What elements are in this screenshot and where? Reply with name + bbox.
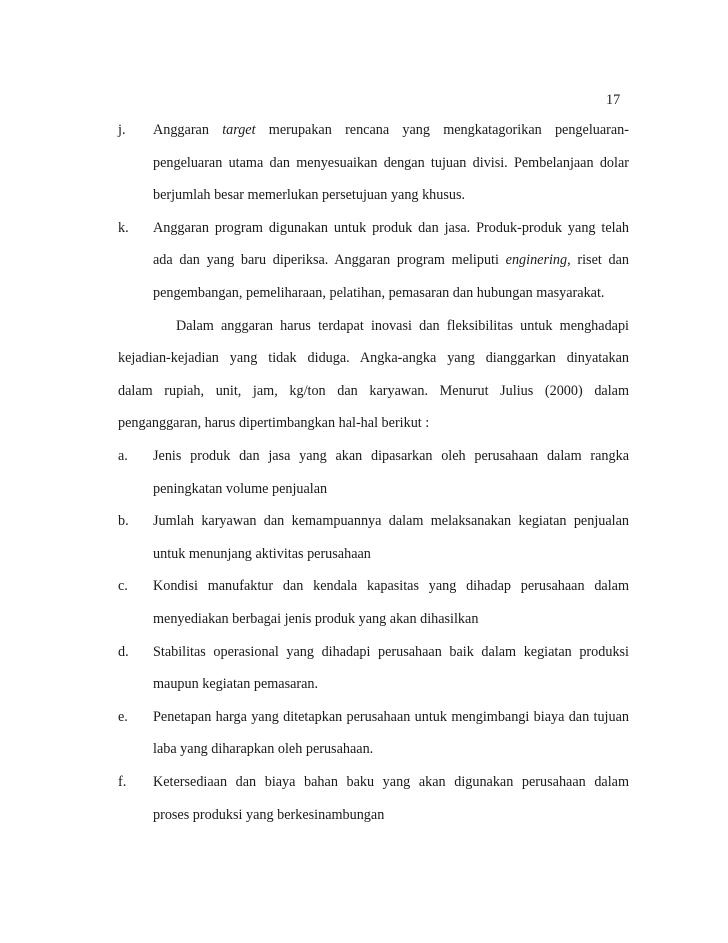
text-run: Kondisi manufaktur dan kendala kapasitas yang dihadap perusahaan dalam — [153, 578, 629, 595]
text-run: , riset dan — [567, 252, 629, 269]
text-run: Penetapan harga yang ditetapkan perusahaan untuk mengimbangi biaya dan tujuan — [153, 708, 629, 725]
italic-term: target — [222, 122, 256, 138]
list-item-line — [153, 546, 629, 563]
list-item-line — [153, 220, 629, 237]
list-item-line — [153, 578, 629, 595]
list-marker: b. — [118, 513, 129, 530]
text-run: Anggaran — [153, 122, 223, 138]
list-item-line — [153, 252, 629, 269]
text-run: peningkatan volume penjualan — [153, 480, 328, 497]
text-run: untuk menunjang aktivitas perusahaan — [153, 545, 371, 562]
list-item-line — [153, 709, 629, 726]
list-item-line — [153, 187, 629, 204]
text-run: laba yang diharapkan oleh perusahaan. — [153, 741, 374, 758]
text-run: Stabilitas operasional yang dihadapi perusahaan baik dalam kegiatan produksi — [153, 643, 629, 660]
text-run: Anggaran program digunakan untuk produk dan jasa. Produk-produk yang telah — [153, 219, 629, 236]
list-marker: a. — [118, 448, 128, 464]
list-item-line — [153, 741, 629, 758]
list-item-line — [153, 644, 629, 661]
text-run: menyediakan berbagai jenis produk yang akan dihasilkan — [153, 611, 479, 627]
list-item-line — [153, 676, 629, 693]
list-marker: j. — [118, 122, 126, 138]
text-run: berjumlah besar memerlukan persetujuan yang khusus. — [153, 187, 466, 204]
text-run: merupakan rencana yang mengkatagorikan pengeluaran- — [255, 122, 629, 138]
paragraph-line: kejadian-kejadian yang tidak diduga. Angka-angka yang dianggarkan dinyatakan — [118, 350, 629, 367]
page-number: 17 — [606, 92, 621, 108]
text-run: proses produksi yang berkesinambungan — [153, 806, 385, 823]
paragraph-line: penganggaran, harus dipertimbangkan hal-hal berikut : — [118, 415, 430, 432]
text-run: ada dan yang baru diperiksa. Anggaran program meliputi — [153, 252, 506, 269]
list-item-line — [153, 774, 629, 791]
list-marker: k. — [118, 219, 129, 236]
text-run: pengeluaran utama dan menyesuaikan dengan tujuan divisi. Pembelanjaan dolar — [153, 154, 629, 171]
list-marker: c. — [118, 578, 128, 595]
list-marker: f. — [118, 774, 127, 790]
list-marker: e. — [118, 708, 128, 725]
list-item-line — [153, 611, 629, 628]
list-marker: d. — [118, 643, 129, 660]
text-run: Jumlah karyawan dan kemampuannya dalam melaksanakan kegiatan penjualan — [153, 513, 629, 530]
list-item-line — [153, 155, 629, 172]
paragraph-line: Dalam anggaran harus terdapat inovasi dan fleksibilitas untuk menghadapi — [176, 317, 629, 334]
italic-term: enginering — [505, 252, 568, 269]
list-item-line — [153, 481, 629, 498]
text-run: Ketersediaan dan biaya bahan baku yang akan digunakan perusahaan dalam — [153, 774, 629, 790]
text-run: maupun kegiatan pemasaran. — [153, 676, 319, 693]
list-item-line — [153, 285, 629, 302]
list-item-line — [153, 122, 629, 139]
text-run: Jenis produk dan jasa yang akan dipasarkan oleh perusahaan dalam rangka — [153, 448, 629, 464]
list-item-line — [153, 513, 629, 530]
paragraph-line: dalam rupiah, unit, jam, kg/ton dan karyawan. Menurut Julius (2000) dalam — [118, 382, 629, 399]
list-item-line — [153, 807, 629, 824]
list-item-line — [153, 448, 629, 465]
text-run: pengembangan, pemeliharaan, pelatihan, pemasaran dan hubungan masyarakat. — [153, 285, 605, 301]
